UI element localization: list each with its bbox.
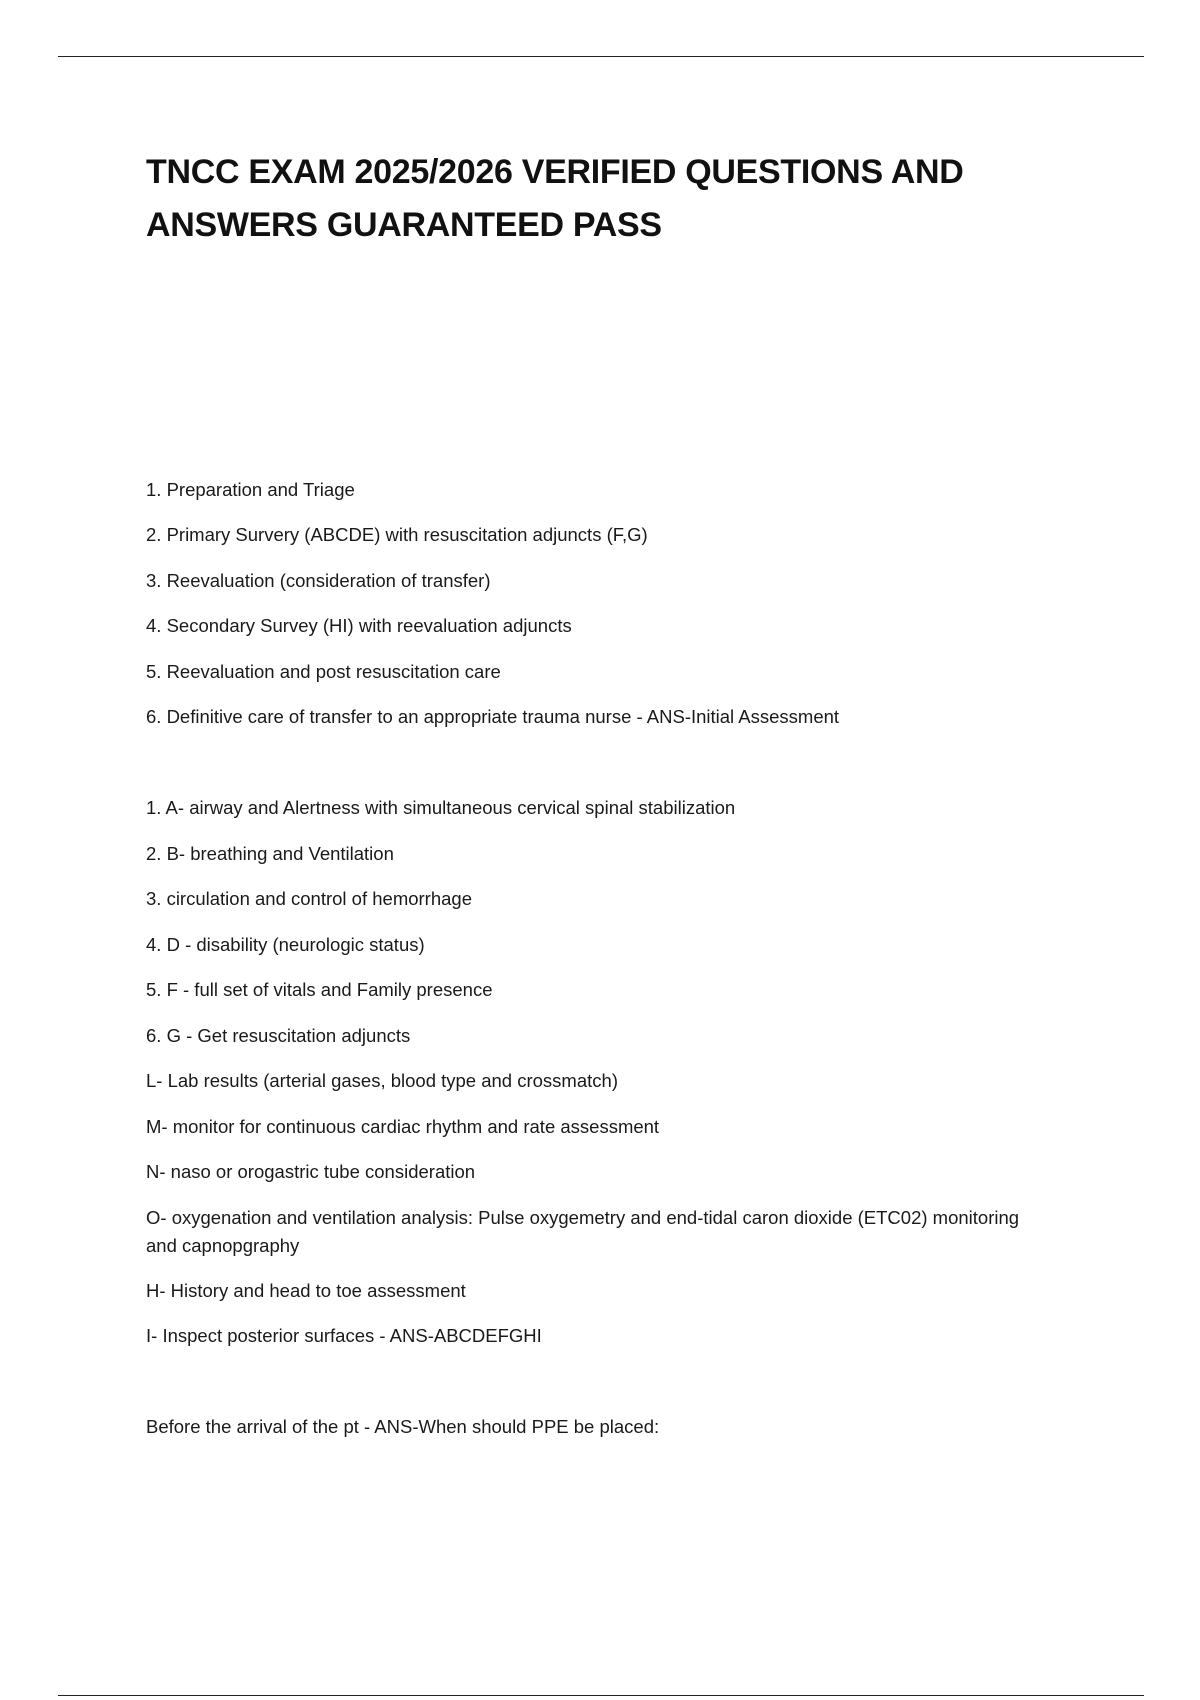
list-item: L- Lab results (arterial gases, blood type and crossmatch) <box>146 1070 618 1091</box>
list-item: H- History and head to toe assessment <box>146 1280 466 1301</box>
list-item: 4. D - disability (neurologic status) <box>146 934 425 955</box>
list-item: 3. circulation and control of hemorrhage <box>146 888 472 909</box>
list-item: N- naso or orogastric tube consideration <box>146 1161 476 1182</box>
header-rule <box>58 56 1144 57</box>
list-item: 4. Secondary Survey (HI) with reevaluation adjuncts <box>146 615 572 636</box>
list-item: 2. B- breathing and Ventilation <box>146 843 394 864</box>
list-item: M- monitor for continuous cardiac rhythm and rate assessment <box>146 1116 660 1137</box>
page-title: TNCC EXAM 2025/2026 VERIFIED QUESTIONS AND ANSWERS GUARANTEED PASS <box>146 153 964 244</box>
list-item: 6. G - Get resuscitation adjuncts <box>146 1025 411 1046</box>
list-item: 1. A- airway and Alertness with simultaneous cervical spinal stabilization <box>146 797 736 818</box>
list-item: O- oxygenation and ventilation analysis: Pulse oxygemetry and end-tidal caron dioxide (ETC02) monitoring and capnopgraphy <box>146 1207 1020 1256</box>
list-item: 5. F - full set of vitals and Family presence <box>146 979 493 1000</box>
footer-rule <box>58 1695 1144 1696</box>
list-item: 3. Reevaluation (consideration of transfer) <box>146 570 491 591</box>
list-item: 1. Preparation and Triage <box>146 479 355 500</box>
list-item: 6. Definitive care of transfer to an appropriate trauma nurse - ANS-Initial Assessment <box>146 706 840 727</box>
list-item: 2. Primary Survery (ABCDE) with resuscitation adjuncts (F,G) <box>146 524 648 545</box>
list-item: 5. Reevaluation and post resuscitation care <box>146 661 501 682</box>
question-line: Before the arrival of the pt - ANS-When should PPE be placed: <box>146 1416 660 1437</box>
list-item: I- Inspect posterior surfaces - ANS-ABCDEFGHI <box>146 1325 542 1346</box>
